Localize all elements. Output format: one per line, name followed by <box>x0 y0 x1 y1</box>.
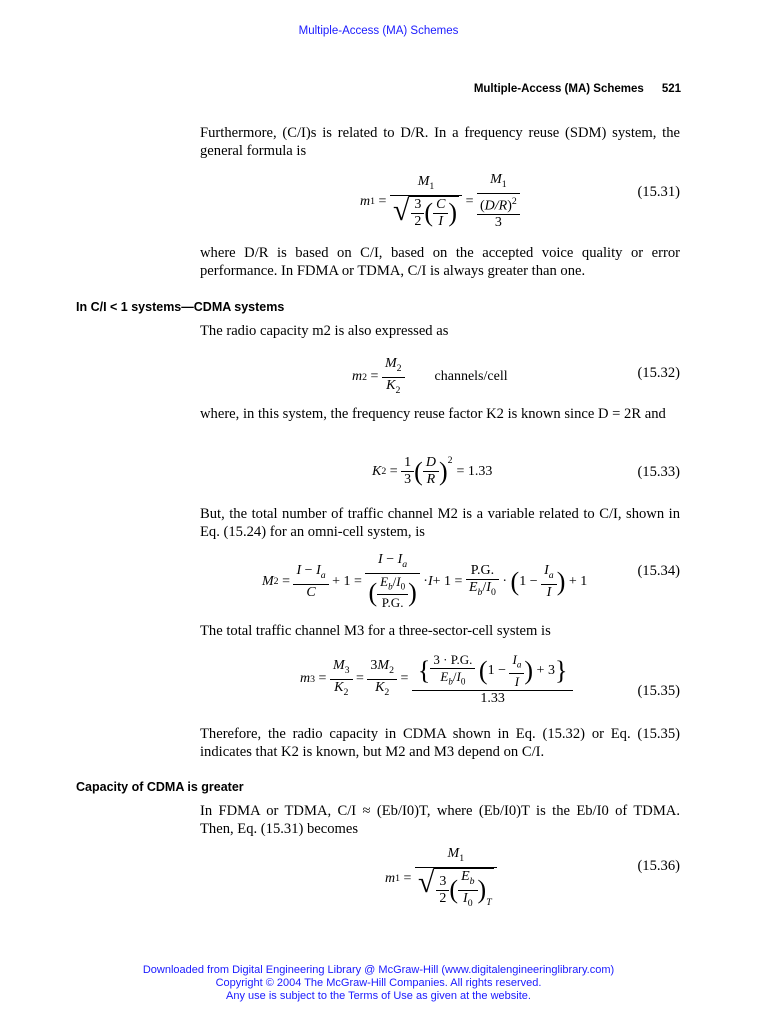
section-heading-capacity: Capacity of CDMA is greater <box>76 780 244 794</box>
footer-copyright: Copyright © 2004 The McGraw-Hill Companies. All rights reserved. <box>215 977 542 989</box>
paragraph-1 <box>200 124 680 160</box>
footer <box>0 964 757 1003</box>
paragraph-6 <box>200 622 680 640</box>
equation-number-15-32: (15.32) <box>637 365 680 381</box>
equation-15-32: m 2 = $\frac{M_2}{K_2}$ channels/cell <box>352 356 508 396</box>
equation-15-33: K 2 = $\frac{1}{3}$ ( $\frac{D}{R}$ ) $^2$ = 1.33 <box>372 455 493 487</box>
equation-15-35: m 3 = $\frac{M_3}{K_2}$ = $\frac{3M_2}{K_2}$ = { $\frac{3 \cdot P.G.}{E_b/I_0}$ (1 − $\frac{I_a}{I}$ ) + 3} 1.33 <box>300 652 573 707</box>
paragraph-4 <box>200 405 680 423</box>
equation-number-15-34: (15.34) <box>637 563 680 579</box>
paragraph-4-text: where, in this system, the frequency reuse factor K2 is known since D = 2R and <box>200 406 666 422</box>
equation-value: = 1.33 <box>456 463 493 479</box>
paragraph-3 <box>200 322 680 340</box>
equation-number-15-35: (15.35) <box>637 683 680 699</box>
equation-denominator: 1.33 <box>480 690 505 706</box>
paragraph-6-text: The total traffic channel M3 for a three-sector-cell system is <box>200 623 551 639</box>
equation-15-34: M 2 = $\frac{I - I_a}{C}$ + 1 = $I - I_a$ ( $\frac{E_b/I_0}{P.G.}$ ) · I + 1 = $\frac{P.G.}{E_b/I_0}$ · ( 1 − $\frac{I_a}{I}$ ) + 1 <box>262 552 588 611</box>
paragraph-7-text: Therefore, the radio capacity in CDMA shown in Eq. (15.32) or Eq. (15.35) indicates that K2 is known, but M2 and M3 depend on C/I. <box>200 726 680 760</box>
footer-download-link[interactable]: Downloaded from Digital Engineering Library @ McGraw-Hill (www.digitalengineeringlibrary.com) <box>142 964 615 976</box>
paragraph-2-text: where D/R is based on C/I, based on the accepted voice quality or error performance. In FDMA or TDMA, C/I is always greater than one. <box>200 245 680 279</box>
paragraph-5 <box>200 505 680 541</box>
section-heading-cdma-systems: In C/I < 1 systems—CDMA systems <box>76 300 285 314</box>
paragraph-5-text: But, the total number of traffic channel M2 is a variable related to C/I, shown in Eq. (15.24) for an omni-cell system, is <box>200 506 680 540</box>
paragraph-7 <box>200 725 680 761</box>
equation-number-15-36: (15.36) <box>637 858 680 874</box>
equation-15-36: m 1 = $M_1$ √ $\frac{3}{2}$ ( $\frac{E_b}{I_0}$ ) $_T$ <box>385 846 497 911</box>
running-head <box>474 83 681 95</box>
paragraph-8 <box>200 802 680 838</box>
top-link[interactable]: Multiple-Access (MA) Schemes <box>298 25 459 37</box>
equation-units: channels/cell <box>434 369 508 385</box>
paragraph-8-text: In FDMA or TDMA, C/I ≈ (Eb/I0)T, where (Eb/I0)T is the Eb/I0 of TDMA. Then, Eq. (15.31) becomes <box>200 803 680 837</box>
paragraph-3-text: The radio capacity m2 is also expressed as <box>200 323 449 339</box>
footer-terms-link[interactable]: Any use is subject to the Terms of Use as given at the website. <box>226 990 531 1002</box>
equation-number-15-33: (15.33) <box>637 464 680 480</box>
running-head-title: Multiple-Access (MA) Schemes <box>473 83 644 95</box>
paragraph-2 <box>200 244 680 280</box>
equation-number-15-31: (15.31) <box>637 184 680 200</box>
page-number: 521 <box>661 83 681 95</box>
paragraph-1-text: Furthermore, (C/I)s is related to D/R. In a frequency reuse (SDM) system, the general formula is <box>200 125 680 159</box>
equation-15-31: m 1 = $M_1$ √ $\frac{3}{2}$ ( $\frac{C}{I}$ ) = $M_1$ $(D/R)^2$ 3 <box>360 172 520 231</box>
